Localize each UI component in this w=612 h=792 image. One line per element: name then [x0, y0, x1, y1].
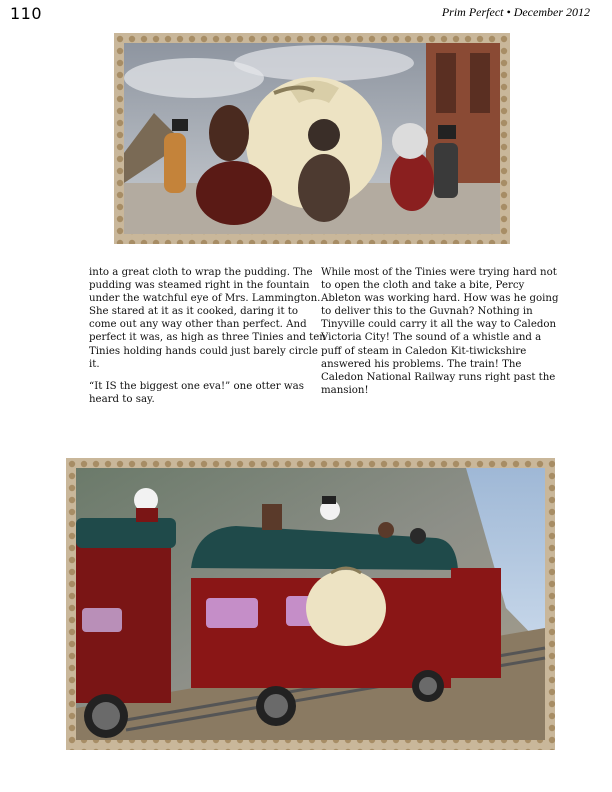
- paragraph: into a great cloth to wrap the pudding. The pudding was steamed right in the fountain under the watchful eye of Mrs. Lammington. She stared at it as it cooked, daring it to come out any way other than perfect. And perfect it was, as high as three Tinies and ten Tinies holding hands could just barely circle it.: [89, 267, 326, 370]
- running-header: Prim Perfect • December 2012: [441, 5, 590, 19]
- page-number: 110: [10, 4, 43, 23]
- pudding-illustration: [114, 33, 510, 244]
- paragraph: “It IS the biggest one eva!” one otter was heard to say.: [89, 380, 304, 405]
- paragraph: While most of the Tinies were trying hard not to open the cloth and take a bite, Percy Ableton was working hard. How was he going to deliver this to the Guvnah? Nothing in Tinyville could carry it all the way to Caledon Victoria City! The sound of a whistle and a puff of steam in Caledon Kit-tiwickshire answered his problems. The train! The Caledon National Railway runs right past the mansion!: [321, 267, 559, 396]
- text-column-right: [321, 266, 561, 406]
- train-scene: [66, 458, 555, 750]
- pudding-scene: [114, 33, 510, 244]
- text-column-left: [89, 266, 327, 415]
- train-illustration: [66, 458, 555, 750]
